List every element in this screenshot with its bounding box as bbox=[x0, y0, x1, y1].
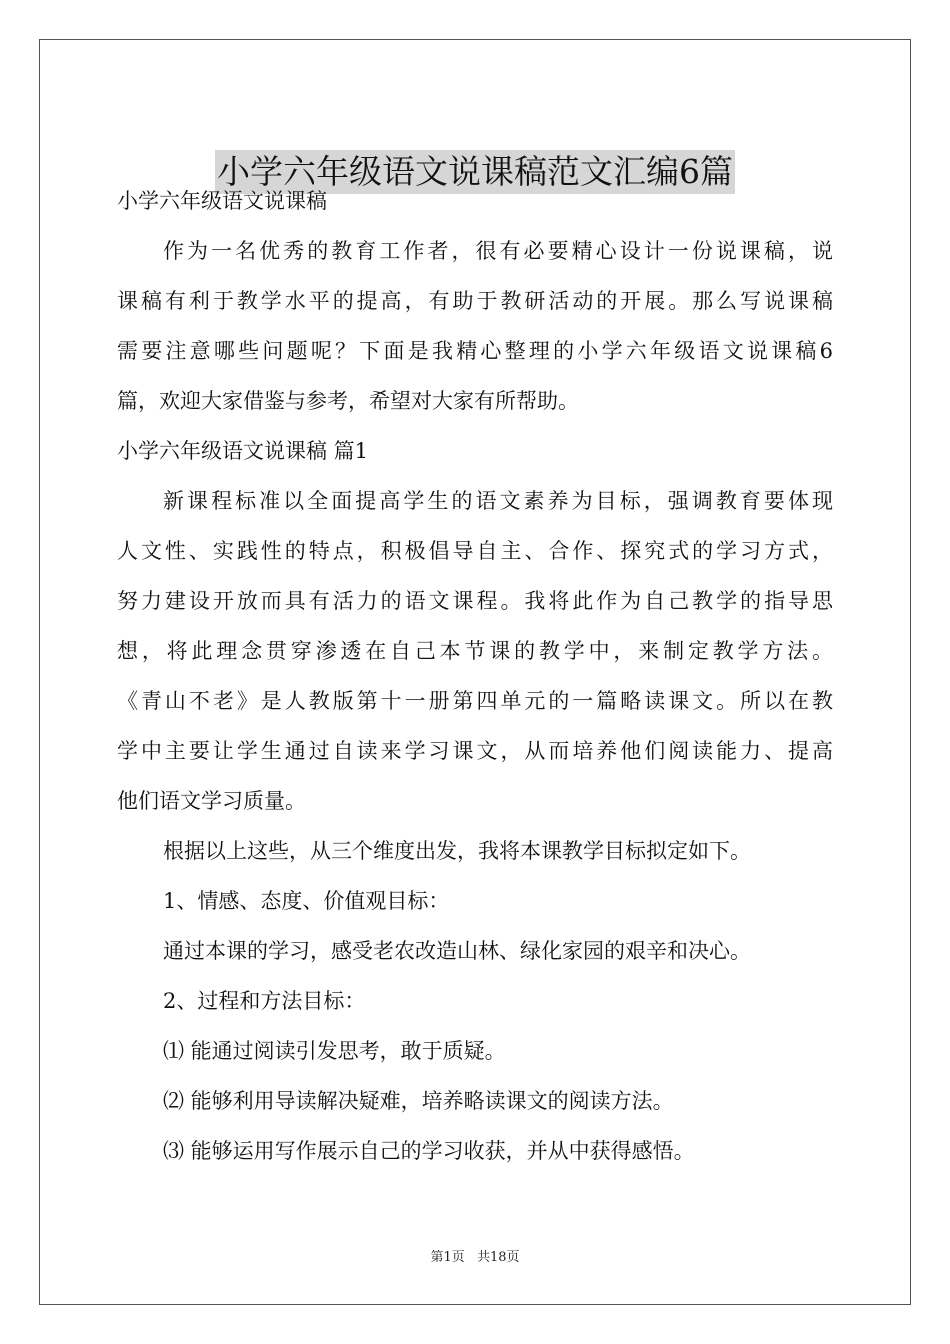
paragraph-line: 根据以上这些，从三个维度出发，我将本课教学目标拟定如下。 bbox=[163, 839, 751, 863]
list-heading: 1、情感、态度、价值观目标： bbox=[163, 889, 450, 913]
paragraph-line: 课稿有利于教学水平的提高，有助于教研活动的开展。那么写说课稿 bbox=[117, 289, 833, 313]
paragraph-line: 篇，欢迎大家借鉴与参考，希望对大家有所帮助。 bbox=[117, 389, 579, 413]
list-heading: 2、过程和方法目标： bbox=[163, 989, 366, 1013]
paragraph-line: 学中主要让学生通过自读来学习课文，从而培养他们阅读能力、提高 bbox=[117, 739, 833, 763]
paragraph-line: 努力建设开放而具有活力的语文课程。我将此作为自己教学的指导思 bbox=[117, 589, 833, 613]
list-item: ⑴ 能通过阅读引发思考，敢于质疑。 bbox=[163, 1039, 506, 1063]
list-item: ⑵ 能够利用导读解决疑难，培养略读课文的阅读方法。 bbox=[163, 1089, 674, 1113]
page-total: 共18页 bbox=[476, 1250, 520, 1265]
document-body bbox=[117, 178, 833, 1178]
document-title: 小学六年级语文说课稿范文汇编6篇 bbox=[215, 150, 735, 194]
paragraph-line: 想，将此理念贯穿渗透在自己本节课的教学中，来制定教学方法。 bbox=[117, 639, 833, 663]
paragraph-line: 新课程标准以全面提高学生的语文素养为目标，强调教育要体现 bbox=[163, 489, 833, 513]
section-heading: 小学六年级语文说课稿 篇1 bbox=[117, 439, 369, 463]
section-heading: 小学六年级语文说课稿 bbox=[117, 189, 327, 213]
page-footer bbox=[0, 1246, 950, 1265]
paragraph-line: 通过本课的学习，感受老农改造山林、绿化家园的艰辛和决心。 bbox=[163, 939, 751, 963]
paragraph-line: 《青山不老》是人教版第十一册第四单元的一篇略读课文。所以在教 bbox=[117, 689, 833, 713]
page-number: 第1页 bbox=[430, 1250, 465, 1265]
paragraph-line: 他们语文学习质量。 bbox=[117, 789, 306, 813]
paragraph-line: 需要注意哪些问题呢？下面是我精心整理的小学六年级语文说课稿6 bbox=[117, 339, 833, 363]
paragraph-line: 人文性、实践性的特点，积极倡导自主、合作、探究式的学习方式， bbox=[117, 539, 833, 563]
list-item: ⑶ 能够运用写作展示自己的学习收获，并从中获得感悟。 bbox=[163, 1139, 695, 1163]
paragraph-line: 作为一名优秀的教育工作者，很有必要精心设计一份说课稿，说 bbox=[163, 239, 833, 263]
